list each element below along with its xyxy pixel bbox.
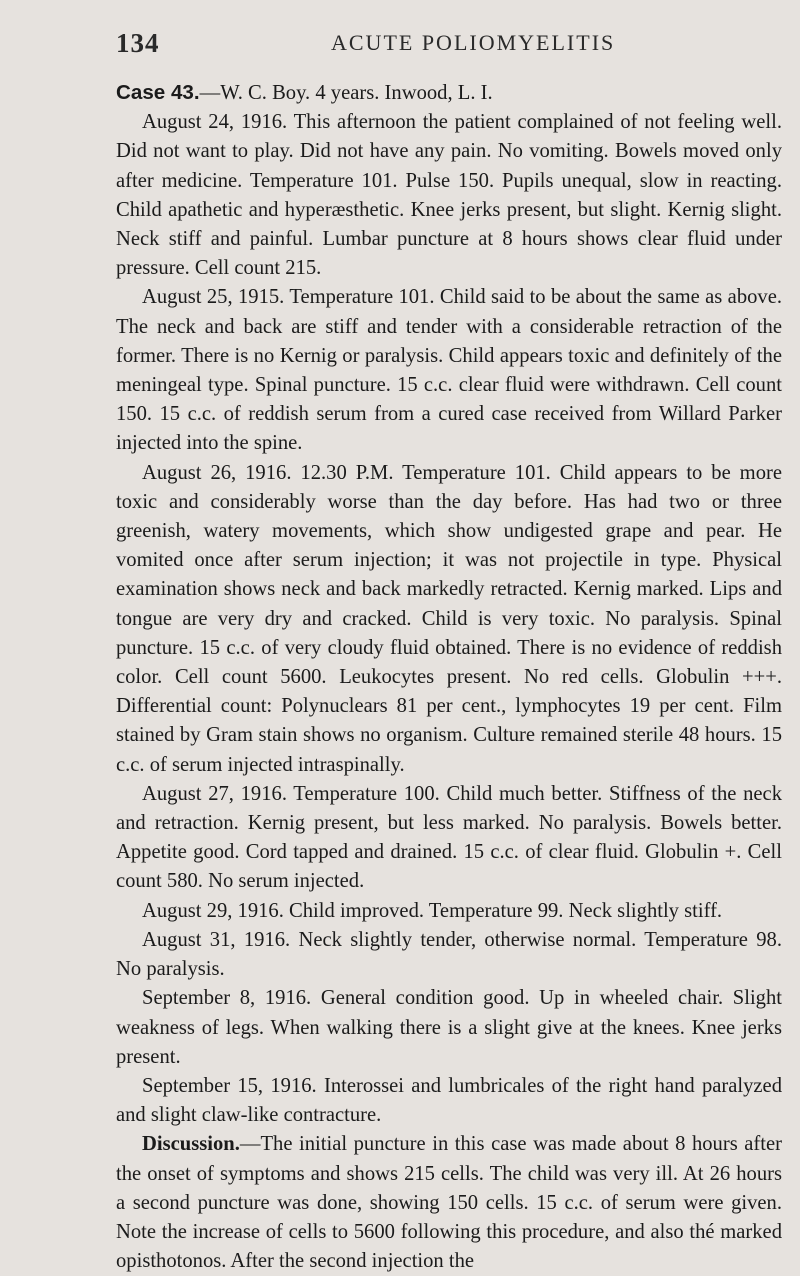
body-text xyxy=(116,78,782,1276)
paragraph-sep-15: September 15, 1916. Interossei and lumbricales of the right hand paralyzed and slight claw-like contracture. xyxy=(116,1074,782,1127)
discussion-paragraph xyxy=(116,1130,782,1276)
running-head: ACUTE POLIOMYELITIS xyxy=(331,30,616,55)
paragraph-aug-27: August 27, 1916. Temperature 100. Child much better. Stiffness of the neck and retraction. Kernig present, but less marked. No paralysis. Bowels better. Appetite good. Cord tapped and drained. 15 c.c. of clear fluid. Globulin +. Cell count 580. No serum injected. xyxy=(116,782,782,893)
case-heading xyxy=(116,78,782,108)
discussion-label: Discussion. xyxy=(142,1133,240,1156)
paragraph-sep-8: September 8, 1916. General condition good. Up in wheeled chair. Slight weakness of legs. When walking there is a slight give at the knees. Knee jerks present. xyxy=(116,987,782,1068)
paragraph-aug-26: August 26, 1916. 12.30 P.M. Temperature 101. Child appears to be more toxic and considerably worse than the day before. Has had two or three greenish, watery movements, which show undigested grape and pear. He vomited once after serum injection; it was not projectile in type. Physical examination shows neck and back markedly retracted. Kernig marked. Lips and tongue are very dry and cracked. Child is very toxic. No paralysis. Spinal puncture. 15 c.c. of very cloudy fluid obtained. There is no evidence of reddish color. Cell count 5600. Leukocytes present. No red cells. Globulin +++. Differential count: Polynuclears 81 per cent., lymphocytes 19 per cent. Film stained by Gram stain shows no organism. Culture remained sterile 48 hours. 15 c.c. of serum injected intraspinally. xyxy=(116,461,782,776)
paragraph-aug-31: August 31, 1916. Neck slightly tender, otherwise normal. Temperature 98. No paralysis. xyxy=(116,928,782,981)
paragraph-aug-29: August 29, 1916. Child improved. Temperature 99. Neck slightly stiff. xyxy=(142,899,723,922)
page-header xyxy=(116,26,682,66)
case-title: —W. C. Boy. 4 years. Inwood, L. I. xyxy=(199,82,493,104)
case-label: Case 43. xyxy=(116,81,200,104)
paragraph-aug-24: August 24, 1916. This afternoon the patient complained of not feeling well. Did not want to play. Did not have any pain. No vomiting. Bowels moved only after medicine. Temperature 101. Pulse 150. Pupils unequal, slow in reacting. Child apathetic and hyperæsthetic. Knee jerks present, but slight. Kernig slight. Neck stiff and painful. Lumbar puncture at 8 hours shows clear fluid under pressure. Cell count 215. xyxy=(116,111,782,280)
paragraph-aug-25: August 25, 1915. Temperature 101. Child said to be about the same as above. The neck and back are stiff and tender with a considerable retraction of the former. There is no Kernig or paralysis. Child appears toxic and definitely of the meningeal type. Spinal puncture. 15 c.c. clear fluid were withdrawn. Cell count 150. 15 c.c. of reddish serum from a cured case received from Willard Parker injected into the spine. xyxy=(116,286,782,455)
discussion-text: —The initial puncture in this case was made about 8 hours after the onset of symptoms and shows 215 cells. The child was very ill. At 26 hours a second puncture was done, showing 150 cells. 15 c.c. of serum were given. Note the increase of cells to 5600 following this procedure, and also thé marked opisthotonos. After the second injection the xyxy=(116,1133,782,1273)
page-number: 134 xyxy=(116,28,160,58)
